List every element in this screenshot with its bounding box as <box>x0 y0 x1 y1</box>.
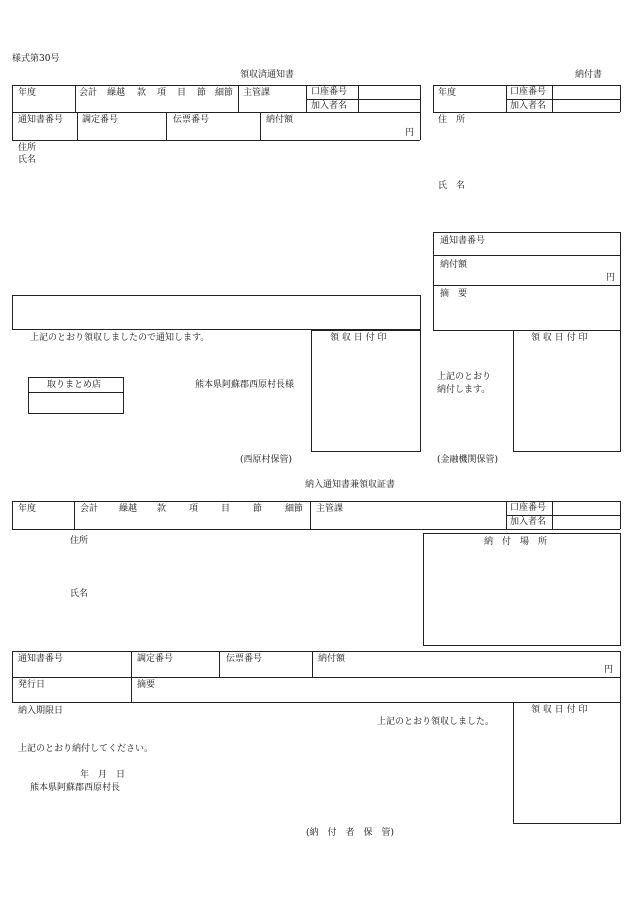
nr-stamp-box <box>513 702 621 824</box>
receipt-notice-title: 領収済通知書 <box>240 70 295 80</box>
slip-paid-line1: 上記のとおり <box>437 372 492 382</box>
nr-dept-header: 主管課 <box>316 504 344 514</box>
kou-header: 項 <box>157 88 167 98</box>
account-header: 会計 <box>79 88 98 98</box>
issuer-text: 熊本県阿蘇郡西原村長 <box>30 783 121 793</box>
yen-unit: 円 <box>405 128 415 138</box>
receipt-stamp-box <box>311 330 421 452</box>
nr-kurikoshi-header: 繰越 <box>119 504 138 514</box>
nr-assessment-number-header: 調定番号 <box>137 654 174 664</box>
nr-kou-header: 項 <box>189 504 199 514</box>
slip-yen-unit: 円 <box>606 273 616 283</box>
nr-summary-header: 摘要 <box>137 680 156 690</box>
moku-header: 目 <box>177 88 187 98</box>
nr-kan-header: 款 <box>157 504 167 514</box>
slip-stamp-box <box>513 330 621 452</box>
nr-subscriber-header: 加入者名 <box>510 517 547 527</box>
nr-account-number-header: 口座番号 <box>510 503 547 513</box>
receipt-blank-box <box>12 295 421 330</box>
please-pay-text: 上記のとおり納付してください。 <box>18 744 154 754</box>
amount-header: 納付額 <box>266 115 294 125</box>
nr-account-header: 会計 <box>80 504 99 514</box>
slip-amount-header: 納付額 <box>440 260 468 270</box>
due-date-label: 納入期限日 <box>18 706 64 716</box>
nr-notice-number-header: 通知書番号 <box>18 654 64 664</box>
collecting-bank-box <box>28 377 124 414</box>
village-keeper-note: (西原村保管) <box>240 455 293 465</box>
slip-year-header: 年度 <box>438 88 457 98</box>
nr-slip-number-header: 伝票番号 <box>226 654 263 664</box>
bank-keeper-note: (金融機関保管) <box>437 455 499 465</box>
receipt-report-text: 上記のとおり領収しましたので通知します。 <box>30 333 210 343</box>
form-number: 様式第30号 <box>12 54 60 64</box>
slip-number-header: 伝票番号 <box>173 115 210 125</box>
dept-header: 主管課 <box>243 88 271 98</box>
nr-yen-unit: 円 <box>604 665 614 675</box>
addressee-text: 熊本県阿蘇郡西原村長様 <box>195 380 295 390</box>
slip-paid-line2: 納付します。 <box>437 385 491 395</box>
kan-header: 款 <box>137 88 147 98</box>
payment-place-label: 納 付 場 所 <box>484 537 548 547</box>
nr-name-label: 氏名 <box>70 589 89 599</box>
nr-address-label: 住所 <box>70 536 89 546</box>
payment-place-box <box>423 533 621 646</box>
slip-summary-label: 摘 要 <box>440 289 468 299</box>
collecting-bank-label: 取りまとめ店 <box>47 380 102 390</box>
nr-year-header: 年度 <box>18 504 37 514</box>
date-line: 年 月 日 <box>80 770 126 780</box>
nr-moku-header: 目 <box>221 504 231 514</box>
address-label: 住所 <box>18 143 37 153</box>
notice-receipt-title: 納入通知書兼領収証書 <box>305 480 396 490</box>
setsu-header: 節 <box>197 88 207 98</box>
nr-saisetsu-header: 細節 <box>285 504 304 514</box>
saisetsu-header: 細節 <box>215 88 234 98</box>
slip-subscriber-header: 加入者名 <box>510 101 547 111</box>
account-number-header: 口座番号 <box>311 87 348 97</box>
nr-setsu-header: 節 <box>253 504 263 514</box>
slip-detail-box <box>433 232 621 331</box>
nr-stamp-label: 領 収 日 付 印 <box>531 705 588 715</box>
received-text: 上記のとおり領収しました。 <box>377 717 495 727</box>
name-label: 氏名 <box>18 155 37 165</box>
payer-keeper-note: (納 付 者 保 管) <box>306 828 395 838</box>
slip-account-number-header: 口座番号 <box>510 87 547 97</box>
issue-date-header: 発行日 <box>18 680 46 690</box>
slip-notice-number-header: 通知書番号 <box>440 236 486 246</box>
assessment-number-header: 調定番号 <box>82 115 119 125</box>
subscriber-name-header: 加入者名 <box>311 101 348 111</box>
nr-amount-header: 納付額 <box>318 654 346 664</box>
kurikoshi-header: 繰越 <box>107 88 126 98</box>
slip-stamp-label: 領 収 日 付 印 <box>531 333 588 343</box>
notice-number-header: 通知書番号 <box>18 115 64 125</box>
year-header: 年度 <box>18 88 37 98</box>
payment-slip-title: 納付書 <box>575 70 603 80</box>
slip-address-label: 住 所 <box>438 115 466 125</box>
stamp-label: 領 収 日 付 印 <box>330 333 387 343</box>
slip-name-label: 氏 名 <box>438 181 466 191</box>
